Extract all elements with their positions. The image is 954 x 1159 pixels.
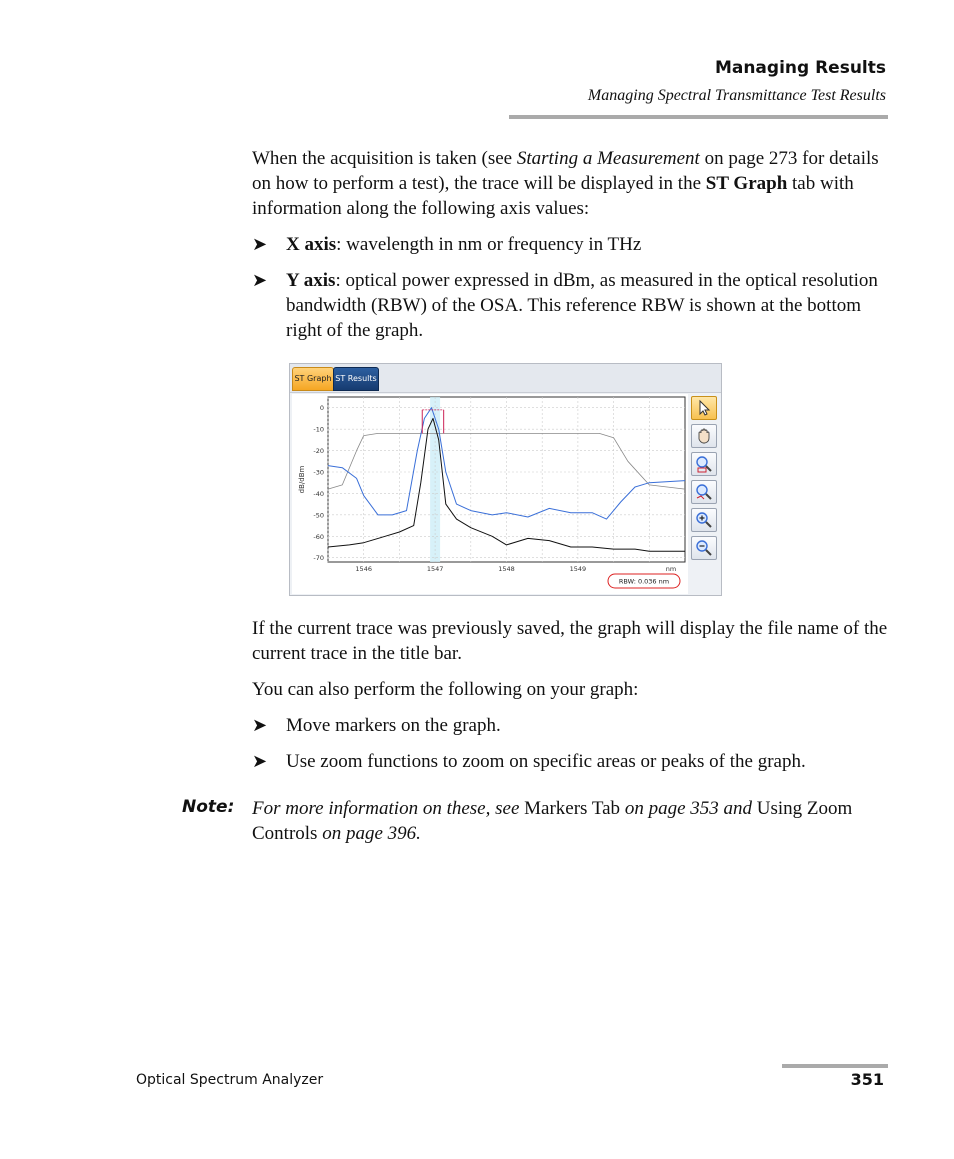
starting-measurement-ref: Starting a Measurement	[516, 148, 700, 169]
intro-paragraph	[252, 146, 892, 221]
bullet-arrow-icon: ➤	[252, 751, 268, 771]
graph-area[interactable]	[292, 394, 688, 594]
zoom-out-icon	[695, 539, 713, 557]
x-tick-label: 1549	[569, 565, 587, 573]
y-tick-label: -60	[313, 532, 324, 541]
tab-bar	[290, 364, 721, 393]
note-part-3: on page 396.	[317, 823, 421, 844]
y-tick-label: -10	[313, 425, 324, 434]
y-axis-label: dB/dBm	[298, 465, 306, 494]
y-tick-label: -70	[313, 554, 324, 563]
markers-tab-ref: Markers Tab	[524, 798, 621, 819]
zoom-area-icon	[695, 455, 713, 473]
x-tick-label: 1548	[498, 565, 515, 573]
intro-text-a: When the acquisition is taken (see	[252, 148, 517, 169]
graph-actions-intro: You can also perform the following on your graph:	[252, 679, 639, 700]
zoom-functions-text: Use zoom functions to zoom on specific areas or peaks of the graph.	[286, 751, 806, 772]
zoom-out-tool-button[interactable]	[691, 536, 717, 560]
footer-rule	[782, 1064, 888, 1068]
zoom-in-icon	[695, 511, 713, 529]
zoom-fit-tool-button[interactable]	[691, 480, 717, 504]
pan-tool-button[interactable]	[691, 424, 717, 448]
note-text	[252, 796, 892, 846]
footer-product-name: Optical Spectrum Analyzer	[136, 1072, 324, 1088]
x-tick-label: 1546	[355, 565, 372, 573]
intro-text-c: tab with information along the following axis values:	[252, 173, 854, 219]
st-graph-term: ST Graph	[705, 173, 788, 194]
x-axis-desc: : wavelength in nm or frequency in THz	[336, 234, 642, 255]
zoom-fit-icon	[695, 483, 713, 501]
zoom-in-tool-button[interactable]	[691, 508, 717, 532]
bullet-arrow-icon: ➤	[252, 270, 268, 290]
zoom-area-tool-button[interactable]	[691, 452, 717, 476]
tab-st-graph[interactable]: ST Graph	[292, 367, 334, 391]
note-part-2: on page 353 and	[620, 798, 757, 819]
y-axis-desc: : optical power expressed in dBm, as measured in the optical resolution bandwidth (RBW) of the OSA. This reference RBW is shown at the bottom right of the graph.	[286, 270, 878, 341]
tab-st-results[interactable]: ST Results	[333, 367, 379, 391]
intro-text-b: on page 273 for details on how to perform a test), the trace will be displayed in the	[252, 148, 879, 194]
bullet-arrow-icon: ➤	[252, 234, 268, 254]
running-header-subtitle: Managing Spectral Transmittance Test Results	[587, 87, 886, 104]
x-axis-term: X axis	[286, 234, 337, 255]
y-tick-label: -30	[313, 468, 324, 477]
page-number: 351	[850, 1070, 884, 1089]
y-tick-label: 0	[319, 404, 324, 413]
pointer-tool-button[interactable]	[691, 396, 717, 420]
spectral-chart[interactable]	[292, 394, 688, 594]
y-tick-label: -50	[313, 511, 324, 520]
move-markers-text: Move markers on the graph.	[286, 715, 501, 736]
hand-pan-icon	[695, 427, 713, 445]
x-axis-label: nm	[665, 565, 677, 573]
note-part-1: For more information on these, see	[252, 798, 525, 819]
st-graph-screenshot	[289, 363, 722, 596]
rbw-label: RBW: 0.036 nm	[618, 577, 670, 586]
y-axis-term: Y axis	[286, 270, 336, 291]
saved-trace-paragraph: If the current trace was previously saved, the graph will display the file name of the current trace in the title bar.	[252, 618, 888, 664]
y-tick-label: -20	[313, 447, 324, 456]
header-rule	[509, 115, 888, 119]
pointer-icon	[695, 399, 713, 417]
zoom-controls-ref: Using Zoom Controls	[252, 798, 853, 844]
y-tick-label: -40	[313, 489, 324, 498]
running-header-title: Managing Results	[714, 58, 886, 78]
bullet-arrow-icon: ➤	[252, 715, 268, 735]
x-tick-label: 1547	[426, 565, 444, 573]
note-label: Note:	[182, 797, 235, 817]
